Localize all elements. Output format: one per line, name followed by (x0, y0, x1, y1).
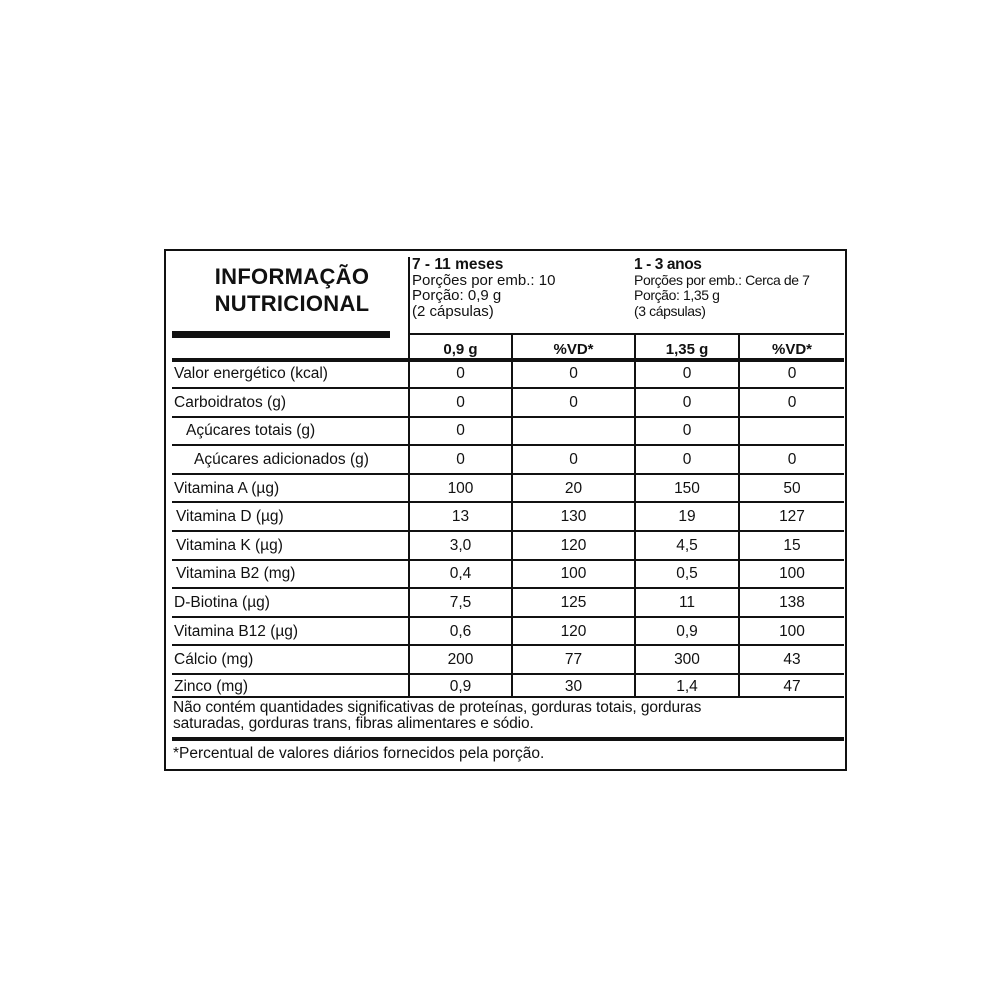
row-vd-7-11: 77 (564, 651, 583, 668)
row-rule (172, 644, 844, 646)
row-vd-1-3: 47 (783, 678, 801, 695)
row-vd-1-3: 0 (787, 394, 797, 411)
row-label: Açúcares adicionados (g) (194, 451, 369, 468)
row-label: Vitamina D (µg) (176, 508, 284, 525)
row-amount-1-3: 0 (682, 365, 692, 382)
table-title-line2: NUTRICIONAL (214, 291, 370, 316)
row-vd-7-11: 100 (560, 565, 587, 582)
servings-per-package: Porções por emb.: Cerca de 7 (634, 271, 810, 288)
row-vd-7-11: 130 (560, 508, 587, 525)
footnote-line: saturadas, gorduras trans, fibras alimentares e sódio. (173, 715, 534, 732)
row-rule (172, 530, 844, 532)
row-amount-1-3: 11 (678, 594, 696, 611)
group-title: 1 - 3 anos (634, 256, 702, 273)
row-vd-7-11: 120 (560, 537, 587, 554)
row-rule (172, 501, 844, 503)
row-vd-1-3: 127 (779, 508, 805, 525)
column-header-vd: %VD* (553, 341, 594, 358)
row-amount-1-3: 19 (678, 508, 696, 525)
row-amount-1-3: 0 (682, 422, 692, 439)
column-header-rule (634, 333, 844, 335)
row-vd-7-11: 20 (564, 480, 583, 497)
row-amount-1-3: 300 (674, 651, 700, 668)
row-rule (172, 416, 844, 418)
group-title: 7 - 11 meses (412, 256, 504, 273)
column-header-vd: %VD* (771, 341, 812, 358)
row-amount-1-3: 150 (674, 480, 700, 497)
column-header-amount: 0,9 g (443, 341, 478, 358)
portion-note: (2 cápsulas) (412, 302, 494, 320)
row-rule (172, 444, 844, 446)
nutrition-facts-table (164, 249, 847, 771)
column-header-amount: 1,35 g (665, 341, 709, 358)
row-amount-1-3: 4,5 (676, 537, 698, 554)
row-vd-7-11: 125 (560, 594, 587, 611)
column-header-rule (408, 333, 635, 335)
row-label: Vitamina K (µg) (176, 537, 283, 554)
row-label: Vitamina B2 (mg) (176, 565, 296, 582)
row-vd-7-11: 0 (569, 394, 578, 411)
table-bottom-rule (172, 696, 844, 698)
row-amount-7-11: 200 (447, 651, 474, 668)
footnote-thick-rule (172, 737, 844, 741)
daily-value-note: *Percentual de valores diários fornecidos pela porção. (173, 745, 545, 762)
row-vd-1-3: 100 (779, 565, 805, 582)
portion-note: (3 cápsulas) (634, 302, 706, 319)
footnote-line: Não contém quantidades significativas de proteínas, gorduras totais, gorduras (173, 699, 702, 716)
row-vd-1-3: 100 (779, 623, 805, 640)
row-amount-1-3: 0 (682, 451, 692, 468)
row-amount-7-11: 3,0 (449, 537, 472, 554)
row-vd-7-11: 0 (569, 451, 578, 468)
row-vd-1-3: 15 (783, 537, 801, 554)
row-vd-1-3: 0 (787, 451, 797, 468)
row-amount-7-11: 0 (456, 365, 465, 382)
row-vd-7-11: 120 (560, 623, 587, 640)
row-vd-1-3: 43 (783, 651, 801, 668)
row-label: Cálcio (mg) (174, 651, 254, 668)
row-label: Zinco (mg) (174, 678, 249, 695)
row-rule (172, 559, 844, 561)
group-header-7-11-months (412, 257, 555, 319)
nutrient-footnote (173, 700, 845, 732)
table-title (192, 263, 392, 317)
row-amount-1-3: 0,9 (676, 623, 698, 640)
row-amount-7-11: 0,4 (449, 565, 472, 582)
row-vd-7-11: 30 (564, 678, 583, 695)
portion-size: Porção: 1,35 g (634, 287, 720, 303)
row-amount-7-11: 7,5 (449, 594, 472, 611)
row-vd-7-11: 0 (569, 365, 578, 382)
row-rule (172, 473, 844, 475)
row-vd-1-3: 138 (779, 594, 805, 611)
row-amount-1-3: 0,5 (676, 565, 698, 582)
row-amount-1-3: 1,4 (676, 678, 698, 695)
row-label: Açúcares totais (g) (186, 422, 316, 439)
row-amount-7-11: 0 (456, 451, 465, 468)
table-title-line1: INFORMAÇÃO (214, 264, 370, 289)
row-rule (172, 387, 844, 389)
header-thick-rule (172, 358, 844, 362)
row-label: Carboidratos (g) (174, 394, 286, 411)
row-vd-1-3: 0 (787, 365, 797, 382)
portion-size: Porção: 0,9 g (412, 287, 502, 304)
row-label: Valor energético (kcal) (174, 365, 328, 382)
row-amount-7-11: 13 (451, 508, 470, 525)
row-label: Vitamina B12 (µg) (174, 623, 299, 640)
row-amount-7-11: 0 (456, 422, 465, 439)
row-amount-7-11: 0 (456, 394, 465, 411)
title-underline-bar (172, 331, 390, 338)
servings-per-package: Porções por emb.: 10 (412, 271, 556, 289)
row-label: Vitamina A (µg) (174, 480, 280, 497)
row-amount-1-3: 0 (682, 394, 692, 411)
row-amount-7-11: 100 (447, 480, 474, 497)
row-label: D-Biotina (µg) (174, 594, 270, 611)
row-rule (172, 673, 844, 675)
row-vd-1-3: 50 (783, 480, 801, 497)
row-amount-7-11: 0,9 (449, 678, 472, 695)
row-rule (172, 616, 844, 618)
group-header-1-3-years (634, 257, 810, 319)
row-rule (172, 587, 844, 589)
row-amount-7-11: 0,6 (449, 623, 472, 640)
